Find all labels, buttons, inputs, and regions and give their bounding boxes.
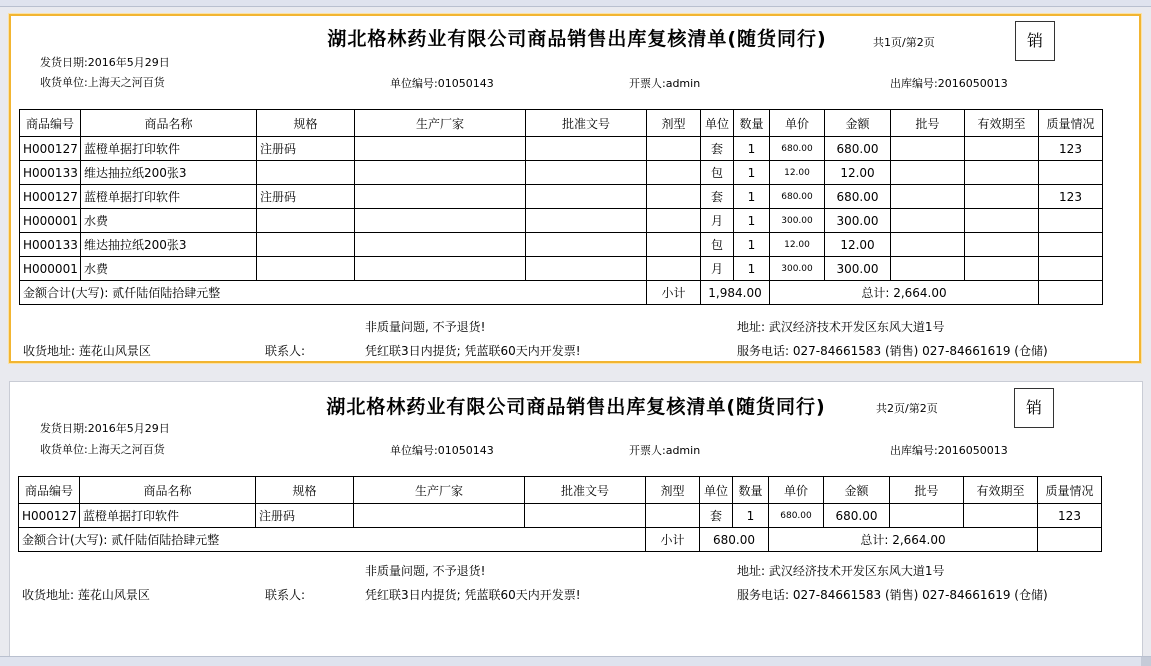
column-header: 剂型: [646, 477, 700, 504]
cell-approval: [526, 209, 647, 233]
table-row: [20, 161, 1103, 185]
cell-expiry: [965, 209, 1039, 233]
total-in-words: 金额合计(大写): 贰仟陆佰陆拾肆元整: [20, 281, 647, 305]
ship-date: 发货日期:2016年5月29日: [40, 56, 170, 69]
delivery-address: 收货地址: 莲花山风景区: [22, 588, 150, 602]
items-table: [19, 109, 1103, 305]
cell-code: H000127: [19, 504, 80, 528]
cell-amount: 300.00: [825, 209, 891, 233]
cell-spec: [257, 257, 355, 281]
sales-stamp: 销: [1015, 21, 1055, 61]
cell-approval: [525, 504, 646, 528]
cell-maker: [355, 137, 526, 161]
cell-batch: [891, 257, 965, 281]
cell-maker: [355, 257, 526, 281]
column-header: 数量: [733, 477, 769, 504]
document-title: 湖北格林药业有限公司商品销售出库复核清单(随货同行): [326, 396, 826, 418]
table-header-row: [20, 110, 1103, 137]
cell-price: 680.00: [770, 137, 825, 161]
cell-code: H000133: [20, 233, 81, 257]
cell-unit: 月: [701, 257, 734, 281]
cell-approval: [526, 257, 647, 281]
column-header: 金额: [824, 477, 890, 504]
table-row: [20, 257, 1103, 281]
cell-spec: [257, 209, 355, 233]
cell-spec: 注册码: [256, 504, 354, 528]
cell-name: 维达抽拉纸200张3: [81, 233, 257, 257]
cell-maker: [355, 185, 526, 209]
cell-form: [647, 257, 701, 281]
table-row: [20, 185, 1103, 209]
summary-row: [19, 528, 1102, 552]
toolbar-strip: [0, 0, 1151, 7]
cell-form: [647, 209, 701, 233]
column-header: 单价: [770, 110, 825, 137]
cell-name: 蓝橙单据打印软件: [80, 504, 256, 528]
grand-total: 总计: 2,664.00: [770, 281, 1039, 305]
cell-form: [647, 161, 701, 185]
total-in-words: 金额合计(大写): 贰仟陆佰陆拾肆元整: [19, 528, 646, 552]
cell-qty: 1: [734, 185, 770, 209]
column-header: 商品名称: [81, 110, 257, 137]
summary-row: [20, 281, 1103, 305]
cell-unit: 月: [701, 209, 734, 233]
cell-quality: [1039, 161, 1103, 185]
cell-approval: [526, 137, 647, 161]
cell-price: 12.00: [770, 233, 825, 257]
table-row: [20, 209, 1103, 233]
table-row: [20, 137, 1103, 161]
subtotal-value: 1,984.00: [701, 281, 770, 305]
cell-unit: 包: [701, 161, 734, 185]
cell-form: [646, 504, 700, 528]
outbound-no: 出库编号:2016050013: [890, 77, 1008, 90]
column-header: 商品编号: [19, 477, 80, 504]
column-header: 批准文号: [526, 110, 647, 137]
cell-amount: 680.00: [825, 137, 891, 161]
cell-form: [647, 137, 701, 161]
no-return-note: 非质量问题, 不予退货!: [365, 564, 486, 578]
summary-blank: [1039, 281, 1103, 305]
unit-code: 单位编号:01050143: [390, 444, 494, 457]
cell-price: 680.00: [769, 504, 824, 528]
sales-stamp: 销: [1014, 388, 1054, 428]
cell-spec: [257, 233, 355, 257]
grand-total: 总计: 2,664.00: [769, 528, 1038, 552]
column-header: 金额: [825, 110, 891, 137]
cell-batch: [890, 504, 964, 528]
document-title: 湖北格林药业有限公司商品销售出库复核清单(随货同行): [327, 28, 827, 50]
column-header: 批号: [890, 477, 964, 504]
pickup-note: 凭红联3日内提货; 凭蓝联60天内开发票!: [365, 344, 581, 358]
cell-name: 水费: [81, 209, 257, 233]
pickup-note: 凭红联3日内提货; 凭蓝联60天内开发票!: [365, 588, 581, 602]
cell-spec: 注册码: [257, 185, 355, 209]
table-row: [20, 233, 1103, 257]
column-header: 生产厂家: [354, 477, 525, 504]
cell-approval: [526, 185, 647, 209]
cell-quality: 123: [1039, 137, 1103, 161]
service-phone: 服务电话: 027-84661583 (销售) 027-84661619 (仓储): [737, 588, 1048, 602]
cell-amount: 12.00: [825, 161, 891, 185]
cell-unit: 套: [700, 504, 733, 528]
receiver: 收货单位:上海天之河百货: [40, 76, 165, 89]
print-page-2[interactable]: [9, 381, 1143, 657]
unit-code: 单位编号:01050143: [390, 77, 494, 90]
cell-unit: 包: [701, 233, 734, 257]
subtotal-label: 小计: [646, 528, 700, 552]
cell-name: 蓝橙单据打印软件: [81, 185, 257, 209]
service-phone: 服务电话: 027-84661583 (销售) 027-84661619 (仓储): [737, 344, 1048, 358]
table-header-row: [19, 477, 1102, 504]
cell-maker: [354, 504, 525, 528]
items-table: [18, 476, 1102, 552]
cell-quality: [1039, 233, 1103, 257]
company-address: 地址: 武汉经济技术开发区东风大道1号: [737, 320, 945, 334]
cell-form: [647, 233, 701, 257]
cell-maker: [355, 209, 526, 233]
cell-amount: 680.00: [825, 185, 891, 209]
column-header: 单价: [769, 477, 824, 504]
column-header: 有效期至: [964, 477, 1038, 504]
receiver: 收货单位:上海天之河百货: [40, 443, 165, 456]
cell-quality: [1039, 257, 1103, 281]
cell-code: H000127: [20, 185, 81, 209]
issuer: 开票人:admin: [629, 444, 701, 457]
table-row: [19, 504, 1102, 528]
column-header: 规格: [256, 477, 354, 504]
cell-qty: 1: [734, 209, 770, 233]
outbound-no: 出库编号:2016050013: [890, 444, 1008, 457]
subtotal-label: 小计: [647, 281, 701, 305]
column-header: 批准文号: [525, 477, 646, 504]
summary-blank: [1038, 528, 1102, 552]
cell-expiry: [965, 161, 1039, 185]
cell-qty: 1: [733, 504, 769, 528]
cell-qty: 1: [734, 161, 770, 185]
column-header: 批号: [891, 110, 965, 137]
cell-batch: [891, 137, 965, 161]
column-header: 单位: [700, 477, 733, 504]
ship-date: 发货日期:2016年5月29日: [40, 422, 170, 435]
column-header: 数量: [734, 110, 770, 137]
contact-person: 联系人:: [265, 588, 306, 602]
cell-form: [647, 185, 701, 209]
cell-price: 680.00: [770, 185, 825, 209]
cell-price: 300.00: [770, 209, 825, 233]
issuer: 开票人:admin: [629, 77, 701, 90]
column-header: 单位: [701, 110, 734, 137]
cell-spec: 注册码: [257, 137, 355, 161]
cell-qty: 1: [734, 257, 770, 281]
cell-name: 维达抽拉纸200张3: [81, 161, 257, 185]
cell-quality: [1039, 209, 1103, 233]
cell-amount: 300.00: [825, 257, 891, 281]
cell-amount: 680.00: [824, 504, 890, 528]
no-return-note: 非质量问题, 不予退货!: [365, 320, 486, 334]
cell-spec: [257, 161, 355, 185]
cell-batch: [891, 161, 965, 185]
cell-expiry: [965, 257, 1039, 281]
page-info: 共1页/第2页: [873, 36, 935, 49]
column-header: 有效期至: [965, 110, 1039, 137]
cell-maker: [355, 233, 526, 257]
cell-unit: 套: [701, 185, 734, 209]
cell-quality: 123: [1039, 185, 1103, 209]
cell-quality: 123: [1038, 504, 1102, 528]
print-page-1[interactable]: [9, 14, 1141, 363]
column-header: 质量情况: [1039, 110, 1103, 137]
cell-code: H000127: [20, 137, 81, 161]
cell-approval: [526, 161, 647, 185]
cell-expiry: [964, 504, 1038, 528]
cell-price: 12.00: [770, 161, 825, 185]
cell-price: 300.00: [770, 257, 825, 281]
cell-maker: [355, 161, 526, 185]
cell-name: 水费: [81, 257, 257, 281]
cell-batch: [891, 233, 965, 257]
column-header: 质量情况: [1038, 477, 1102, 504]
cell-name: 蓝橙单据打印软件: [81, 137, 257, 161]
subtotal-value: 680.00: [700, 528, 769, 552]
cell-batch: [891, 185, 965, 209]
cell-unit: 套: [701, 137, 734, 161]
page-info: 共2页/第2页: [876, 402, 938, 415]
cell-code: H000001: [20, 209, 81, 233]
company-address: 地址: 武汉经济技术开发区东风大道1号: [737, 564, 945, 578]
cell-qty: 1: [734, 137, 770, 161]
cell-code: H000001: [20, 257, 81, 281]
cell-qty: 1: [734, 233, 770, 257]
contact-person: 联系人:: [265, 344, 306, 358]
column-header: 规格: [257, 110, 355, 137]
column-header: 生产厂家: [355, 110, 526, 137]
cell-code: H000133: [20, 161, 81, 185]
cell-expiry: [965, 233, 1039, 257]
cell-expiry: [965, 185, 1039, 209]
column-header: 剂型: [647, 110, 701, 137]
cell-batch: [891, 209, 965, 233]
cell-amount: 12.00: [825, 233, 891, 257]
column-header: 商品编号: [20, 110, 81, 137]
cell-expiry: [965, 137, 1039, 161]
column-header: 商品名称: [80, 477, 256, 504]
delivery-address: 收货地址: 莲花山风景区: [23, 344, 151, 358]
cell-approval: [526, 233, 647, 257]
